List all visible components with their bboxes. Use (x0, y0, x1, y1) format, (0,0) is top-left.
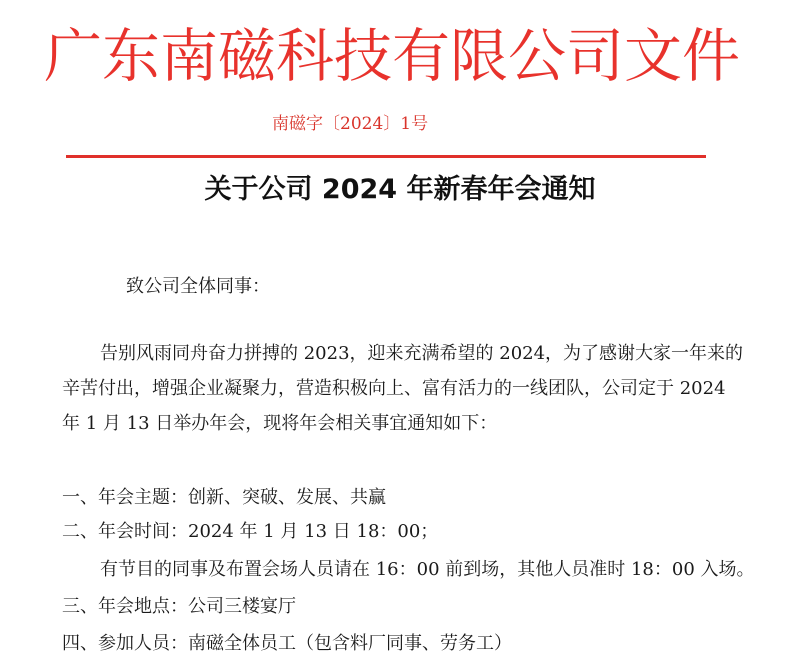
item-participants: 四、参加人员：南磁全体员工（包含料厂同事、劳务工） (62, 633, 512, 654)
body-line-1: 告别风雨同舟奋力拼搏的 2023，迎来充满希望的 2024，为了感谢大家一年来的 (100, 343, 744, 364)
body-line-3: 年 1 月 13 日举办年会，现将年会相关事宜通知如下： (62, 413, 498, 434)
item-theme: 一、年会主题：创新、突破、发展、共赢 (62, 487, 386, 508)
body-line-2: 辛苦付出，增强企业凝聚力，营造积极向上、富有活力的一线团队，公司定于 2024 (62, 378, 726, 399)
salutation: 致公司全体同事： (126, 276, 270, 297)
notice-title: 关于公司 2024 年新春年会通知 (204, 174, 596, 205)
company-header-title: 广东南磁科技有限公司文件 (44, 22, 741, 90)
document-number: 南磁字〔2024〕1号 (272, 114, 429, 134)
item-time: 二、年会时间：2024 年 1 月 13 日 18：00； (62, 521, 439, 542)
item-location: 三、年会地点：公司三楼宴厅 (62, 596, 296, 617)
red-divider-line (66, 155, 706, 158)
item-time-note: 有节目的同事及布置会场人员请在 16：00 前到场，其他人员准时 18：00 入场。 (100, 559, 755, 580)
